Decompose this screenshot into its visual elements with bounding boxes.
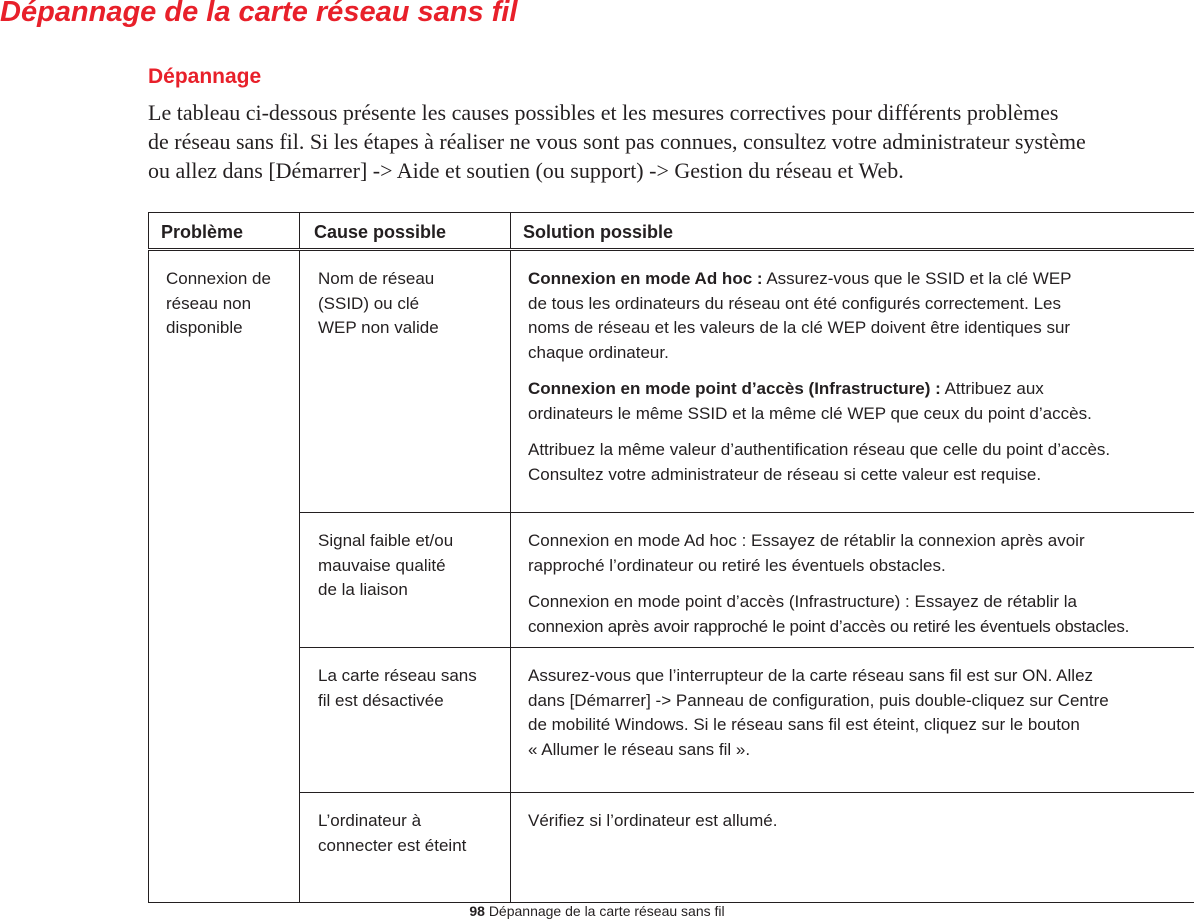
solution-paragraph xyxy=(528,809,1184,834)
cause-line: WEP non valide xyxy=(318,318,439,337)
solution-line: Connexion en mode point d’accès (Infrastructure) : Essayez de rétablir la xyxy=(528,592,1077,611)
solution-paragraph xyxy=(528,377,1184,426)
solution-line: dans [Démarrer] -> Panneau de configuration, puis double-cliquez sur Centre xyxy=(528,690,1109,710)
table-row xyxy=(149,250,1194,513)
solution-mode-label: Connexion en mode Ad hoc : xyxy=(528,269,763,288)
problem-line: Connexion de xyxy=(166,269,271,288)
page-number: 98 xyxy=(469,903,485,919)
solution-line xyxy=(528,267,1184,292)
troubleshooting-table xyxy=(148,212,1194,903)
solution-line: noms de réseau et les valeurs de la clé WEP doivent être identiques sur xyxy=(528,318,1071,337)
solution-cell xyxy=(511,513,1194,648)
problem-line: réseau non xyxy=(166,293,252,313)
table-row xyxy=(149,648,1194,793)
intro-line: de réseau sans fil. Si les étapes à réaliser ne vous sont pas connues, consultez votre administrateur système xyxy=(148,129,1086,154)
table-row xyxy=(149,513,1194,648)
solution-line xyxy=(528,377,1184,402)
cause-cell xyxy=(300,250,511,513)
header-solution: Solution possible xyxy=(511,213,1194,250)
cause-line: La carte réseau sans xyxy=(318,666,477,685)
solution-paragraph xyxy=(528,664,1184,762)
solution-paragraph xyxy=(528,529,1184,578)
cause-cell xyxy=(300,513,511,648)
intro-paragraph xyxy=(148,98,1194,185)
solution-line: de tous les ordinateurs du réseau ont été configurés correctement. Les xyxy=(528,293,1061,313)
solution-line: chaque ordinateur. xyxy=(528,342,669,362)
cause-line: mauvaise qualité xyxy=(318,555,446,575)
page-title: Dépannage de la carte réseau sans fil xyxy=(0,0,518,28)
solution-text: Attribuez aux xyxy=(940,379,1044,398)
cause-line: Signal faible et/ou xyxy=(318,531,454,550)
solution-mode-label: Connexion en mode point d’accès (Infrastructure) : xyxy=(528,379,941,398)
cause-cell xyxy=(300,648,511,793)
cause-line: L’ordinateur à xyxy=(318,811,422,830)
problem-line: disponible xyxy=(166,318,243,337)
section-title: Dépannage xyxy=(148,65,262,88)
footer-text: Dépannage de la carte réseau sans fil xyxy=(488,903,725,919)
solution-paragraph xyxy=(528,267,1184,365)
solution-text: Assurez-vous que le SSID et la clé WEP xyxy=(762,269,1072,288)
solution-line: Consultez votre administrateur de réseau si cette valeur est requise. xyxy=(528,464,1042,484)
cause-line: connecter est éteint xyxy=(318,835,467,855)
intro-line: ou allez dans [Démarrer] -> Aide et soutien (ou support) -> Gestion du réseau et Web. xyxy=(148,158,904,183)
intro-line: Le tableau ci-dessous présente les causes possibles et les mesures correctives pour différents problèmes xyxy=(148,100,1059,125)
solution-line: ordinateurs le même SSID et la même clé WEP que ceux du point d’accès. xyxy=(528,403,1092,423)
solution-line: Attribuez la même valeur d’authentification réseau que celle du point d’accès. xyxy=(528,440,1111,459)
cause-line: (SSID) ou clé xyxy=(318,293,420,313)
cause-cell xyxy=(300,793,511,903)
table-header-row xyxy=(149,213,1194,250)
solution-paragraph xyxy=(528,590,1184,639)
table-row xyxy=(149,793,1194,903)
header-cause: Cause possible xyxy=(300,213,511,250)
page-footer xyxy=(0,903,1194,919)
header-problem: Problème xyxy=(149,213,300,250)
cause-line: Nom de réseau xyxy=(318,269,435,288)
solution-line: de mobilité Windows. Si le réseau sans fil est éteint, cliquez sur le bouton xyxy=(528,715,1080,734)
problem-cell xyxy=(149,250,300,903)
solution-cell xyxy=(511,250,1194,513)
solution-line: « Allumer le réseau sans fil ». xyxy=(528,739,751,759)
cause-line: fil est désactivée xyxy=(318,690,444,710)
cause-line: de la liaison xyxy=(318,580,408,599)
solution-line: rapproché l’ordinateur ou retiré les éventuels obstacles. xyxy=(528,555,946,575)
solution-line: Vérifiez si l’ordinateur est allumé. xyxy=(528,811,778,830)
solution-line: Connexion en mode Ad hoc : Essayez de rétablir la connexion après avoir xyxy=(528,531,1085,550)
solution-cell xyxy=(511,793,1194,903)
solution-line: connexion après avoir rapproché le point d’accès ou retiré les éventuels obstacles. xyxy=(528,616,1130,636)
solution-line: Assurez-vous que l’interrupteur de la carte réseau sans fil est sur ON. Allez xyxy=(528,666,1094,685)
solution-cell xyxy=(511,648,1194,793)
solution-paragraph xyxy=(528,438,1184,487)
